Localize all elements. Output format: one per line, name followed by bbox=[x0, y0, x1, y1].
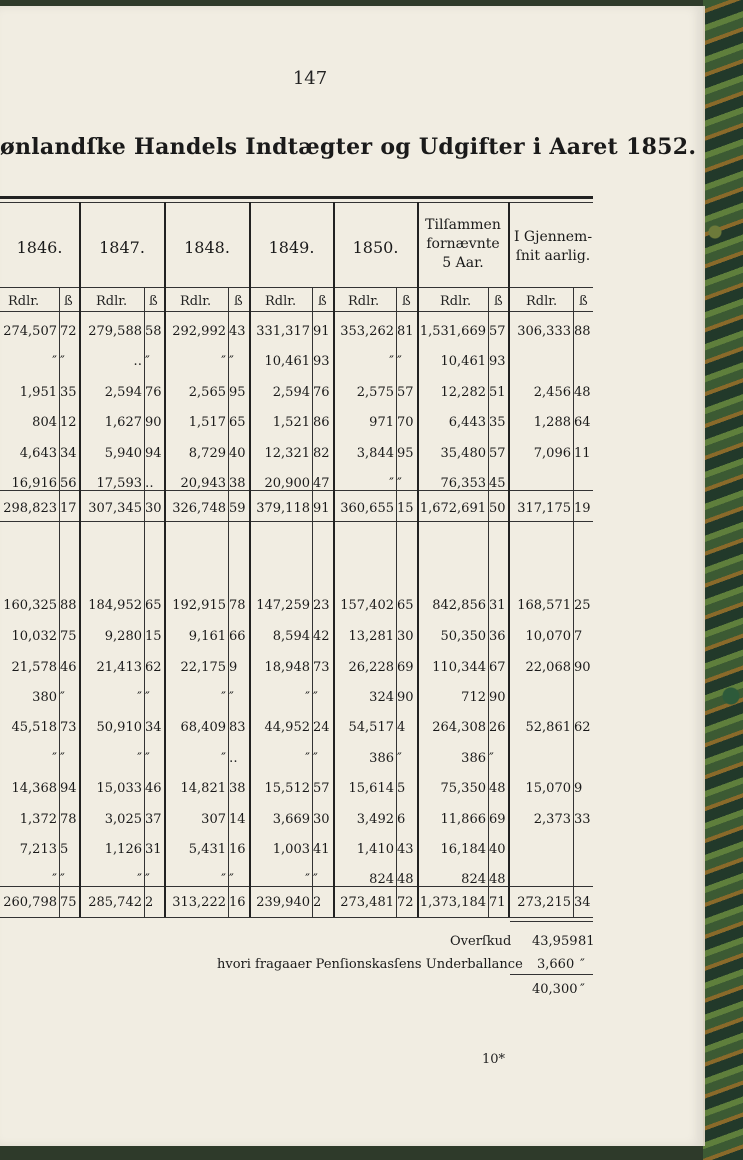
cell-rdlr: ″ bbox=[305, 690, 310, 705]
cell-rdlr: 239,940 bbox=[256, 895, 310, 910]
cell-s: 95 bbox=[397, 446, 414, 461]
cell-rdlr: 22,068 bbox=[525, 660, 571, 675]
cell-rdlr: 824 bbox=[461, 872, 486, 887]
cell-rdlr: 260,798 bbox=[3, 895, 57, 910]
cell-rdlr: 326,748 bbox=[172, 501, 226, 516]
col-divider bbox=[333, 202, 335, 917]
unit-rule bbox=[0, 311, 593, 312]
cell-s: ″ bbox=[229, 690, 234, 705]
cell-s: 30 bbox=[145, 501, 162, 516]
cell-rdlr: 1,372 bbox=[19, 812, 57, 827]
cell-rdlr: 168,571 bbox=[517, 598, 571, 613]
pension-s: ″ bbox=[580, 957, 585, 972]
cell-rdlr: 76,353 bbox=[440, 476, 486, 491]
cell-rdlr: 15,512 bbox=[264, 781, 310, 796]
cell-s: 6 bbox=[397, 812, 406, 827]
col-divider bbox=[249, 202, 251, 917]
cell-rdlr: 10,461 bbox=[440, 354, 486, 369]
unit-s: ß bbox=[149, 294, 158, 309]
cell-s: ″ bbox=[60, 751, 65, 766]
cell-s: 33 bbox=[574, 812, 591, 827]
cell-rdlr: 2,373 bbox=[533, 812, 571, 827]
cell-rdlr: 50,910 bbox=[96, 720, 142, 735]
cell-s: 62 bbox=[145, 660, 162, 675]
cell-s: 73 bbox=[60, 720, 77, 735]
table-top-rule-inner bbox=[0, 202, 593, 203]
cell-rdlr: 1,531,669 bbox=[419, 324, 486, 339]
cell-rdlr: 192,915 bbox=[172, 598, 226, 613]
cell-s: 88 bbox=[574, 324, 591, 339]
cell-s: 82 bbox=[313, 446, 330, 461]
cell-s: 5 bbox=[397, 781, 406, 796]
col-divider bbox=[508, 202, 510, 917]
unit-s: ß bbox=[579, 294, 588, 309]
cell-s: 23 bbox=[313, 598, 330, 613]
unit-s: ß bbox=[234, 294, 243, 309]
book-page bbox=[0, 6, 705, 1146]
cell-s: 93 bbox=[489, 354, 506, 369]
cell-s: 48 bbox=[489, 872, 506, 887]
cell-s: 72 bbox=[397, 895, 414, 910]
cell-s: 75 bbox=[60, 895, 77, 910]
cell-rdlr: 273,215 bbox=[517, 895, 571, 910]
cell-s: ″ bbox=[397, 354, 402, 369]
total-header: Tilſammen fornævnte 5 Aar. bbox=[425, 217, 501, 271]
cell-s: 66 bbox=[229, 629, 246, 644]
cell-rdlr: 18,948 bbox=[264, 660, 310, 675]
cell-rdlr: 10,461 bbox=[264, 354, 310, 369]
cell-s: 46 bbox=[145, 781, 162, 796]
page-title: ønlandſke Handels Indtægter og Udgifter i Aaret 1852. bbox=[0, 134, 697, 160]
cell-s: 65 bbox=[145, 598, 162, 613]
unit-rdlr: Rdlr. bbox=[8, 294, 40, 309]
average-header: I Gjennem- ſnit aarlig. bbox=[513, 229, 593, 264]
cell-s: 94 bbox=[145, 446, 162, 461]
unit-rdlr: Rdlr. bbox=[265, 294, 297, 309]
cell-s: 69 bbox=[489, 812, 506, 827]
cell-s: 2 bbox=[313, 895, 322, 910]
cell-rdlr: ″ bbox=[305, 872, 310, 887]
cell-s: 64 bbox=[574, 415, 591, 430]
cell-s: 78 bbox=[229, 598, 246, 613]
unit-rdlr: Rdlr. bbox=[440, 294, 472, 309]
cell-rdlr: ″ bbox=[137, 690, 142, 705]
cell-s: 48 bbox=[489, 781, 506, 796]
col-divider bbox=[79, 202, 81, 917]
cell-s: ″ bbox=[397, 751, 402, 766]
cell-s: 70 bbox=[397, 415, 414, 430]
cell-rdlr: 313,222 bbox=[172, 895, 226, 910]
cell-rdlr: ‥ bbox=[133, 354, 142, 369]
cell-s: 93 bbox=[313, 354, 330, 369]
cell-rdlr: 273,481 bbox=[340, 895, 394, 910]
pension-label: hvori fragaaer Penſionskasſens Underballance bbox=[217, 957, 523, 972]
year-header-1848: 1848. bbox=[184, 238, 230, 257]
cell-s: ″ bbox=[60, 690, 65, 705]
cell-s: 57 bbox=[397, 385, 414, 400]
cell-rdlr: 824 bbox=[369, 872, 394, 887]
cell-s: ″ bbox=[145, 690, 150, 705]
cell-rdlr: 14,368 bbox=[11, 781, 57, 796]
cell-s: 26 bbox=[489, 720, 506, 735]
overskud-value: 43,959 bbox=[532, 934, 578, 949]
total-rule-2 bbox=[0, 917, 593, 918]
cell-s: 31 bbox=[145, 842, 162, 857]
cell-s: ″ bbox=[313, 751, 318, 766]
unit-s: ß bbox=[494, 294, 503, 309]
cell-s: 35 bbox=[489, 415, 506, 430]
cell-s: 90 bbox=[145, 415, 162, 430]
cell-s: 59 bbox=[229, 501, 246, 516]
cell-rdlr: 1,521 bbox=[272, 415, 310, 430]
cell-s: 71 bbox=[489, 895, 506, 910]
cell-rdlr: 285,742 bbox=[88, 895, 142, 910]
cell-s: 90 bbox=[574, 660, 591, 675]
cell-rdlr: 3,025 bbox=[104, 812, 142, 827]
col-divider bbox=[417, 202, 419, 917]
cell-rdlr: 1,672,691 bbox=[419, 501, 486, 516]
cell-s: ″ bbox=[60, 354, 65, 369]
cell-s: ″ bbox=[489, 751, 494, 766]
cell-rdlr: ″ bbox=[221, 690, 226, 705]
cell-rdlr: 157,402 bbox=[340, 598, 394, 613]
cell-s: ″ bbox=[397, 476, 402, 491]
cell-rdlr: 9,161 bbox=[188, 629, 226, 644]
cell-rdlr: ″ bbox=[137, 872, 142, 887]
cell-rdlr: 2,594 bbox=[272, 385, 310, 400]
cell-s: 57 bbox=[489, 324, 506, 339]
signature-mark: 10* bbox=[482, 1052, 506, 1067]
cell-s: 57 bbox=[313, 781, 330, 796]
cell-s: 78 bbox=[60, 812, 77, 827]
cell-rdlr: 3,844 bbox=[356, 446, 394, 461]
cell-s: ″ bbox=[229, 872, 234, 887]
cell-s: 42 bbox=[313, 629, 330, 644]
cell-rdlr: 17,593 bbox=[96, 476, 142, 491]
cell-rdlr: ″ bbox=[305, 751, 310, 766]
unit-s: ß bbox=[318, 294, 327, 309]
cell-s: 90 bbox=[397, 690, 414, 705]
cell-s: 86 bbox=[313, 415, 330, 430]
cell-rdlr: ″ bbox=[52, 872, 57, 887]
cell-s: 88 bbox=[60, 598, 77, 613]
cell-rdlr: 2,456 bbox=[533, 385, 571, 400]
cell-rdlr: 5,431 bbox=[188, 842, 226, 857]
cell-s: ‥ bbox=[145, 476, 154, 491]
cell-rdlr: 147,259 bbox=[256, 598, 310, 613]
cell-s: 35 bbox=[60, 385, 77, 400]
cell-rdlr: 292,992 bbox=[172, 324, 226, 339]
cell-s: 31 bbox=[489, 598, 506, 613]
cell-rdlr: 11,866 bbox=[440, 812, 486, 827]
cell-s: 34 bbox=[574, 895, 591, 910]
cell-s: 50 bbox=[489, 501, 506, 516]
year-header-1849: 1849. bbox=[268, 238, 315, 257]
cell-rdlr: 307 bbox=[201, 812, 226, 827]
cell-s: 19 bbox=[574, 501, 591, 516]
cell-s: 45 bbox=[489, 476, 506, 491]
cell-s: 17 bbox=[60, 501, 77, 516]
cell-s: 9 bbox=[229, 660, 238, 675]
cell-s: 81 bbox=[397, 324, 414, 339]
cell-s: 91 bbox=[313, 324, 330, 339]
cell-s: ″ bbox=[145, 872, 150, 887]
cell-rdlr: 10,032 bbox=[11, 629, 57, 644]
cell-rdlr: 16,916 bbox=[11, 476, 57, 491]
cell-rdlr: 7,096 bbox=[533, 446, 571, 461]
cell-rdlr: 35,480 bbox=[440, 446, 486, 461]
cell-s: 34 bbox=[145, 720, 162, 735]
header-rule bbox=[0, 287, 593, 288]
cell-rdlr: 317,175 bbox=[517, 501, 571, 516]
cell-s: 62 bbox=[574, 720, 591, 735]
cell-rdlr: 842,856 bbox=[432, 598, 486, 613]
cell-rdlr: 306,333 bbox=[517, 324, 571, 339]
cell-rdlr: 379,118 bbox=[256, 501, 310, 516]
cell-s: 65 bbox=[229, 415, 246, 430]
unit-s: ß bbox=[402, 294, 411, 309]
cell-s: 25 bbox=[574, 598, 591, 613]
cell-s: 56 bbox=[60, 476, 77, 491]
cell-rdlr: ″ bbox=[221, 872, 226, 887]
cell-rdlr: 160,325 bbox=[3, 598, 57, 613]
col-divider bbox=[164, 202, 166, 917]
net-s: ″ bbox=[580, 982, 585, 997]
cell-s: 76 bbox=[313, 385, 330, 400]
cell-rdlr: 26,228 bbox=[348, 660, 394, 675]
cell-rdlr: 386 bbox=[461, 751, 486, 766]
cell-rdlr: 45,518 bbox=[11, 720, 57, 735]
cell-s: 48 bbox=[397, 872, 414, 887]
cell-s: 40 bbox=[489, 842, 506, 857]
cell-rdlr: 9,280 bbox=[104, 629, 142, 644]
cell-s: 38 bbox=[229, 781, 246, 796]
cell-s: 46 bbox=[60, 660, 77, 675]
cell-rdlr: 15,614 bbox=[348, 781, 394, 796]
cell-rdlr: 10,070 bbox=[525, 629, 571, 644]
cell-rdlr: 8,729 bbox=[188, 446, 226, 461]
cell-s: 38 bbox=[229, 476, 246, 491]
cell-s: ″ bbox=[229, 354, 234, 369]
cell-rdlr: 12,282 bbox=[440, 385, 486, 400]
cell-rdlr: 8,594 bbox=[272, 629, 310, 644]
cell-rdlr: 6,443 bbox=[448, 415, 486, 430]
cell-s: 43 bbox=[397, 842, 414, 857]
cell-rdlr: 1,373,184 bbox=[419, 895, 486, 910]
unit-rdlr: Rdlr. bbox=[348, 294, 380, 309]
cell-s: 30 bbox=[397, 629, 414, 644]
cell-rdlr: 971 bbox=[369, 415, 394, 430]
cell-s: 51 bbox=[489, 385, 506, 400]
cell-rdlr: 331,317 bbox=[256, 324, 310, 339]
cell-rdlr: 1,288 bbox=[533, 415, 571, 430]
cell-rdlr: 1,126 bbox=[104, 842, 142, 857]
cell-s: ″ bbox=[313, 690, 318, 705]
cell-s: 47 bbox=[313, 476, 330, 491]
cell-rdlr: 13,281 bbox=[348, 629, 394, 644]
cell-s: 69 bbox=[397, 660, 414, 675]
cell-s: 43 bbox=[229, 324, 246, 339]
cell-s: 9 bbox=[574, 781, 583, 796]
cell-rdlr: 68,409 bbox=[180, 720, 226, 735]
cell-s: 16 bbox=[229, 895, 246, 910]
cell-rdlr: ″ bbox=[221, 751, 226, 766]
cell-rdlr: ″ bbox=[137, 751, 142, 766]
cell-rdlr: 4,643 bbox=[19, 446, 57, 461]
cell-rdlr: 21,578 bbox=[11, 660, 57, 675]
cell-rdlr: 16,184 bbox=[440, 842, 486, 857]
cell-s: 91 bbox=[313, 501, 330, 516]
cell-s: 15 bbox=[145, 629, 162, 644]
cell-s: 40 bbox=[229, 446, 246, 461]
cell-rdlr: 3,669 bbox=[272, 812, 310, 827]
cell-rdlr: 20,943 bbox=[180, 476, 226, 491]
cell-rdlr: 274,507 bbox=[3, 324, 57, 339]
overskud-s: 81 bbox=[578, 934, 595, 949]
cell-s: 5 bbox=[60, 842, 69, 857]
unit-rdlr: Rdlr. bbox=[180, 294, 212, 309]
cell-s: ″ bbox=[313, 872, 318, 887]
cell-rdlr: 1,003 bbox=[272, 842, 310, 857]
subtotal-rule-2 bbox=[0, 521, 593, 522]
cell-rdlr: 804 bbox=[32, 415, 57, 430]
cell-rdlr: 15,070 bbox=[525, 781, 571, 796]
cell-rdlr: ″ bbox=[389, 354, 394, 369]
cell-s: ″ bbox=[60, 872, 65, 887]
cell-s: 34 bbox=[60, 446, 77, 461]
pension-value: 3,660 bbox=[537, 957, 575, 972]
cell-s: 4 bbox=[397, 720, 406, 735]
summary-rule-2 bbox=[510, 974, 593, 975]
cell-rdlr: 1,410 bbox=[356, 842, 394, 857]
cell-s: 83 bbox=[229, 720, 246, 735]
summary-rule bbox=[510, 921, 593, 922]
cell-s: 76 bbox=[145, 385, 162, 400]
cell-s: ″ bbox=[145, 354, 150, 369]
cell-s: 95 bbox=[229, 385, 246, 400]
cell-rdlr: 1,627 bbox=[104, 415, 142, 430]
cell-s: 37 bbox=[145, 812, 162, 827]
cell-rdlr: 22,175 bbox=[180, 660, 226, 675]
cell-s: 11 bbox=[574, 446, 591, 461]
cell-rdlr: ″ bbox=[221, 354, 226, 369]
cell-s: 75 bbox=[60, 629, 77, 644]
cell-s: 2 bbox=[145, 895, 154, 910]
cell-s: 12 bbox=[60, 415, 77, 430]
cell-s: 15 bbox=[397, 501, 414, 516]
marbled-book-edge bbox=[703, 0, 743, 1160]
cell-rdlr: 52,861 bbox=[525, 720, 571, 735]
cell-rdlr: 324 bbox=[369, 690, 394, 705]
cell-rdlr: 12,321 bbox=[264, 446, 310, 461]
cell-rdlr: 50,350 bbox=[440, 629, 486, 644]
cell-rdlr: ″ bbox=[52, 354, 57, 369]
year-header-1846: 1846. bbox=[16, 238, 63, 257]
unit-rdlr: Rdlr. bbox=[526, 294, 558, 309]
year-header-1850: 1850. bbox=[352, 238, 399, 257]
overskud-label: Overſkud bbox=[450, 934, 512, 949]
cell-rdlr: 307,345 bbox=[88, 501, 142, 516]
cell-s: 65 bbox=[397, 598, 414, 613]
cell-s: 48 bbox=[574, 385, 591, 400]
cell-s: 57 bbox=[489, 446, 506, 461]
cell-rdlr: 386 bbox=[369, 751, 394, 766]
cell-rdlr: 353,262 bbox=[340, 324, 394, 339]
cell-rdlr: 44,952 bbox=[264, 720, 310, 735]
cell-s: 7 bbox=[574, 629, 583, 644]
net-value: 40,300 bbox=[532, 982, 578, 997]
cell-rdlr: 279,588 bbox=[88, 324, 142, 339]
cell-rdlr: 712 bbox=[461, 690, 486, 705]
cell-s: 94 bbox=[60, 781, 77, 796]
cell-rdlr: 1,951 bbox=[19, 385, 57, 400]
cell-rdlr: 7,213 bbox=[19, 842, 57, 857]
cell-s: 67 bbox=[489, 660, 506, 675]
cell-rdlr: 21,413 bbox=[96, 660, 142, 675]
cell-rdlr: 2,575 bbox=[356, 385, 394, 400]
cell-s: 24 bbox=[313, 720, 330, 735]
page-number: 147 bbox=[292, 68, 328, 89]
cell-s: 41 bbox=[313, 842, 330, 857]
cell-rdlr: 2,594 bbox=[104, 385, 142, 400]
cell-rdlr: 5,940 bbox=[104, 446, 142, 461]
year-header-1847: 1847. bbox=[99, 238, 145, 257]
cell-rdlr: 15,033 bbox=[96, 781, 142, 796]
cell-s: 14 bbox=[229, 812, 246, 827]
cell-s: ″ bbox=[145, 751, 150, 766]
cell-rdlr: 360,655 bbox=[340, 501, 394, 516]
unit-s: ß bbox=[64, 294, 73, 309]
cell-s: 72 bbox=[60, 324, 77, 339]
cell-s: 16 bbox=[229, 842, 246, 857]
cell-rdlr: 1,517 bbox=[188, 415, 226, 430]
cell-rdlr: ″ bbox=[52, 751, 57, 766]
cell-rdlr: 110,344 bbox=[432, 660, 486, 675]
cell-s: 30 bbox=[313, 812, 330, 827]
cell-rdlr: 298,823 bbox=[3, 501, 57, 516]
cell-s: 90 bbox=[489, 690, 506, 705]
unit-rdlr: Rdlr. bbox=[96, 294, 128, 309]
cell-rdlr: 3,492 bbox=[356, 812, 394, 827]
cell-s: 36 bbox=[489, 629, 506, 644]
cell-rdlr: 264,308 bbox=[432, 720, 486, 735]
cell-s: ‥ bbox=[229, 751, 238, 766]
cell-rdlr: 54,517 bbox=[348, 720, 394, 735]
cell-rdlr: ″ bbox=[389, 476, 394, 491]
cell-s: 73 bbox=[313, 660, 330, 675]
cell-rdlr: 14,821 bbox=[180, 781, 226, 796]
cell-rdlr: 184,952 bbox=[88, 598, 142, 613]
table-top-rule bbox=[0, 196, 593, 199]
cell-rdlr: 20,900 bbox=[264, 476, 310, 491]
cell-rdlr: 2,565 bbox=[188, 385, 226, 400]
cell-s: 58 bbox=[145, 324, 162, 339]
cell-rdlr: 380 bbox=[32, 690, 57, 705]
cell-rdlr: 75,350 bbox=[440, 781, 486, 796]
